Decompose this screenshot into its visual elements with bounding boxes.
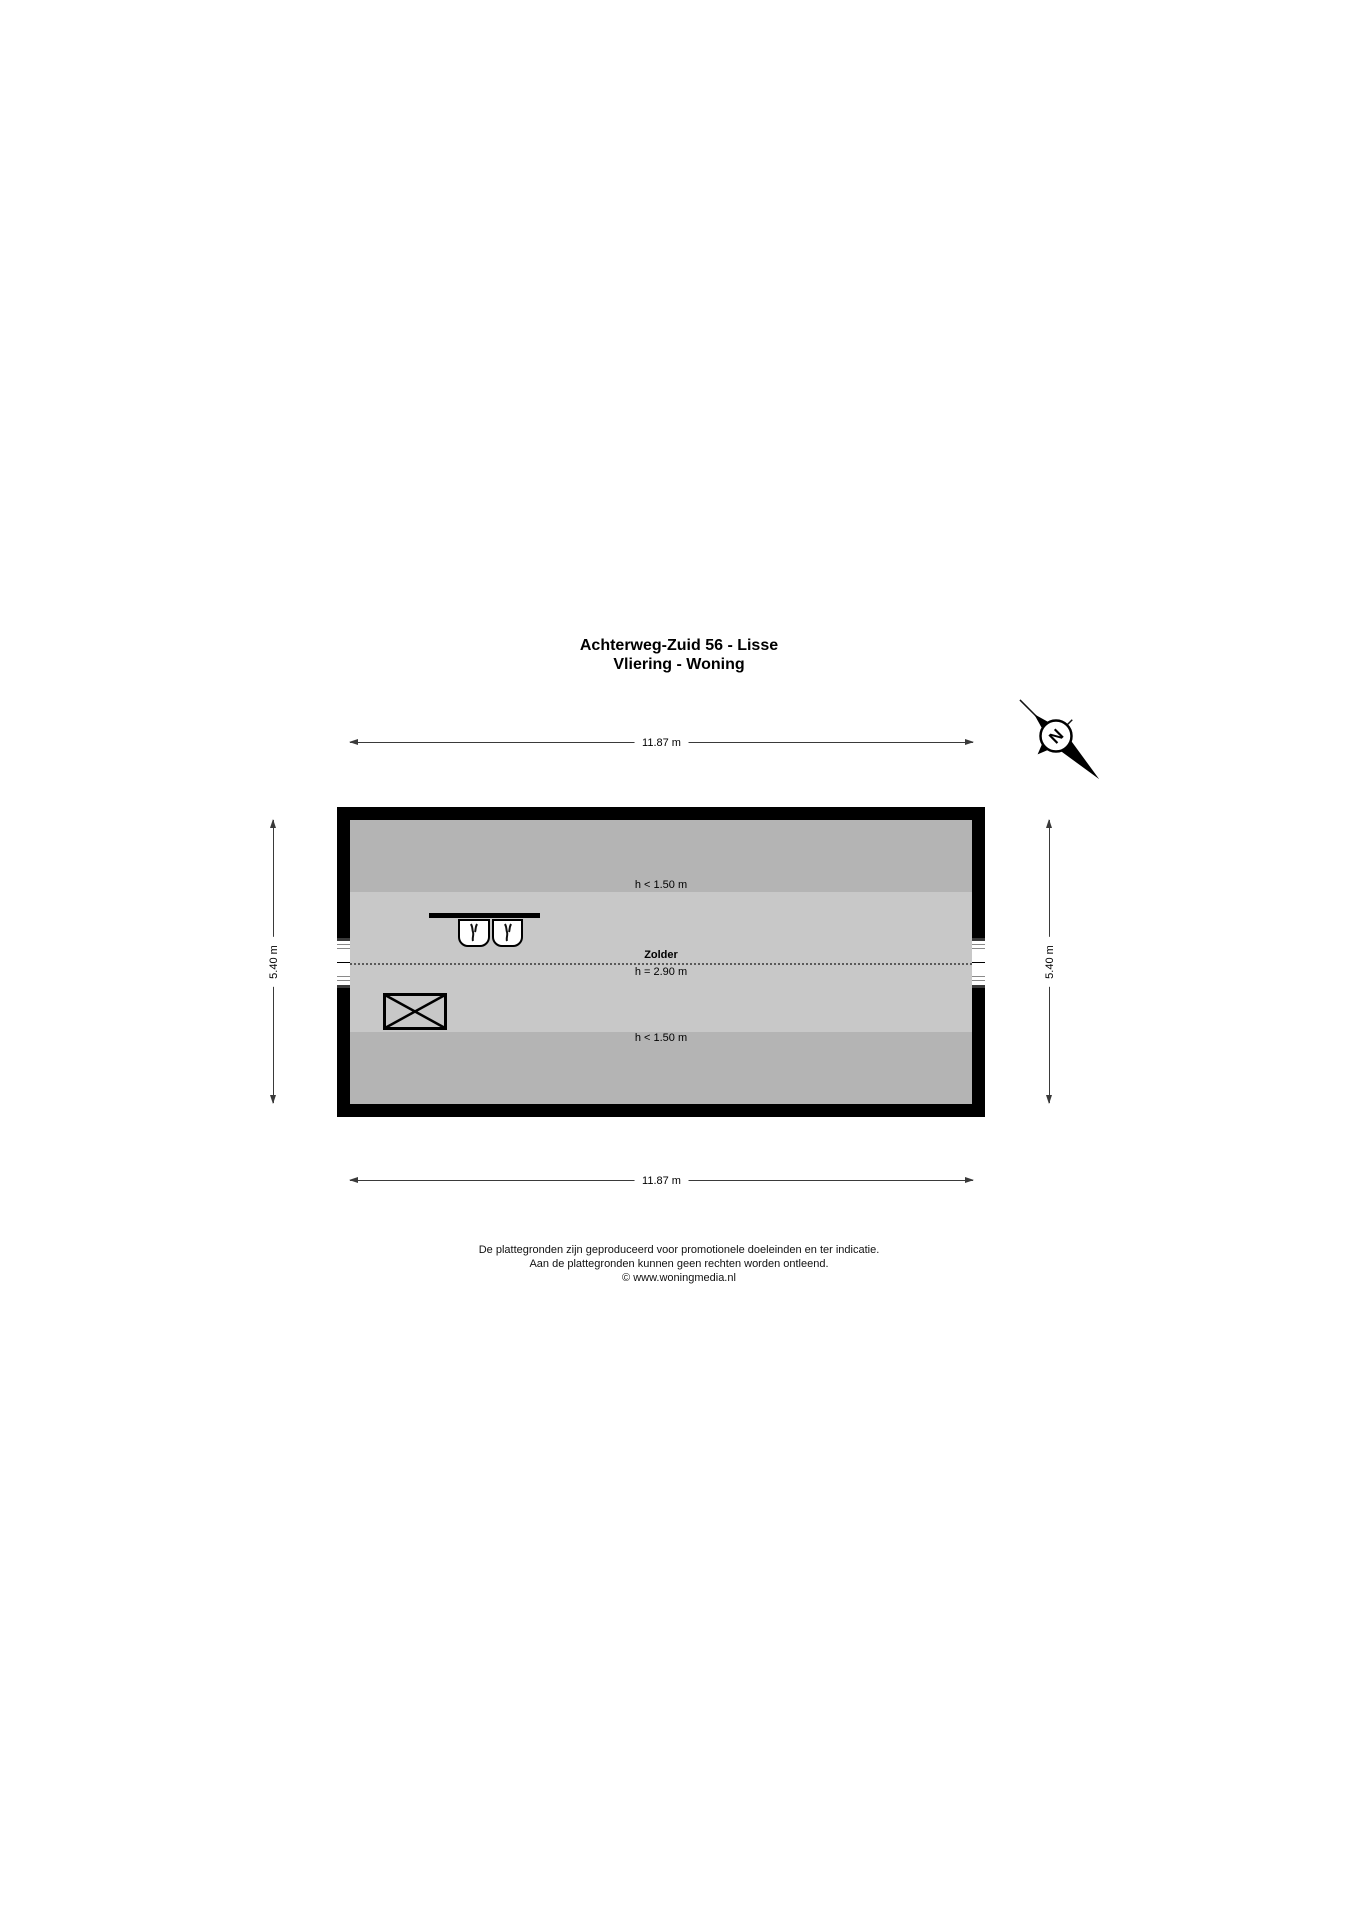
floorplan-interior [350, 820, 972, 1104]
north-arrow-icon [1006, 681, 1106, 821]
dimension-label-top: 11.87 m [634, 737, 689, 749]
floorplan [337, 807, 985, 1117]
chair [492, 919, 523, 947]
dimension-label-left: 5.40 m [268, 937, 280, 987]
x-marked-opening [383, 993, 447, 1030]
dimension-label-right: 5.40 m [1044, 937, 1056, 987]
arrow-up-icon [270, 819, 276, 828]
address-title: Achterweg-Zuid 56 - Lisse [579, 637, 779, 654]
disclaimer-line1: De plattegronden zijn geproduceerd voor promotionele doeleinden en ter indicatie. [478, 1244, 880, 1256]
arrow-down-icon [270, 1095, 276, 1104]
room-name-label: Zolder [644, 949, 678, 961]
crossed-box-icon [383, 993, 447, 1030]
arrow-left-icon [349, 1177, 358, 1183]
copyright-line: © www.woningmedia.nl [622, 1272, 736, 1284]
arrow-right-icon [965, 739, 974, 745]
floor-subtitle: Vliering - Woning [613, 656, 745, 673]
dimension-label-bottom: 11.87 m [634, 1175, 689, 1187]
zone-bottom-label: h < 1.50 m [634, 1032, 688, 1044]
chair [458, 919, 490, 947]
arrow-up-icon [1046, 819, 1052, 828]
compass-n-label: N [1045, 725, 1068, 748]
page-title [0, 636, 1358, 674]
room-height-label: h = 2.90 m [634, 966, 688, 978]
chair-squiggle-icon [501, 923, 515, 943]
desk [429, 913, 540, 918]
disclaimer-line2: Aan de plattegronden kunnen geen rechten worden ontleend. [529, 1258, 829, 1270]
compass-icon [982, 662, 1152, 832]
disclaimer [0, 1243, 1358, 1285]
window-right [972, 938, 985, 988]
dimension-right [1044, 820, 1056, 1103]
arrow-left-icon [349, 739, 358, 745]
window-left [337, 938, 350, 988]
dimension-top [350, 737, 973, 749]
arrow-right-icon [965, 1177, 974, 1183]
dimension-bottom [350, 1175, 973, 1187]
chair-squiggle-icon [467, 923, 481, 943]
zone-top-label: h < 1.50 m [634, 879, 688, 891]
arrow-down-icon [1046, 1095, 1052, 1104]
dimension-left [268, 820, 280, 1103]
